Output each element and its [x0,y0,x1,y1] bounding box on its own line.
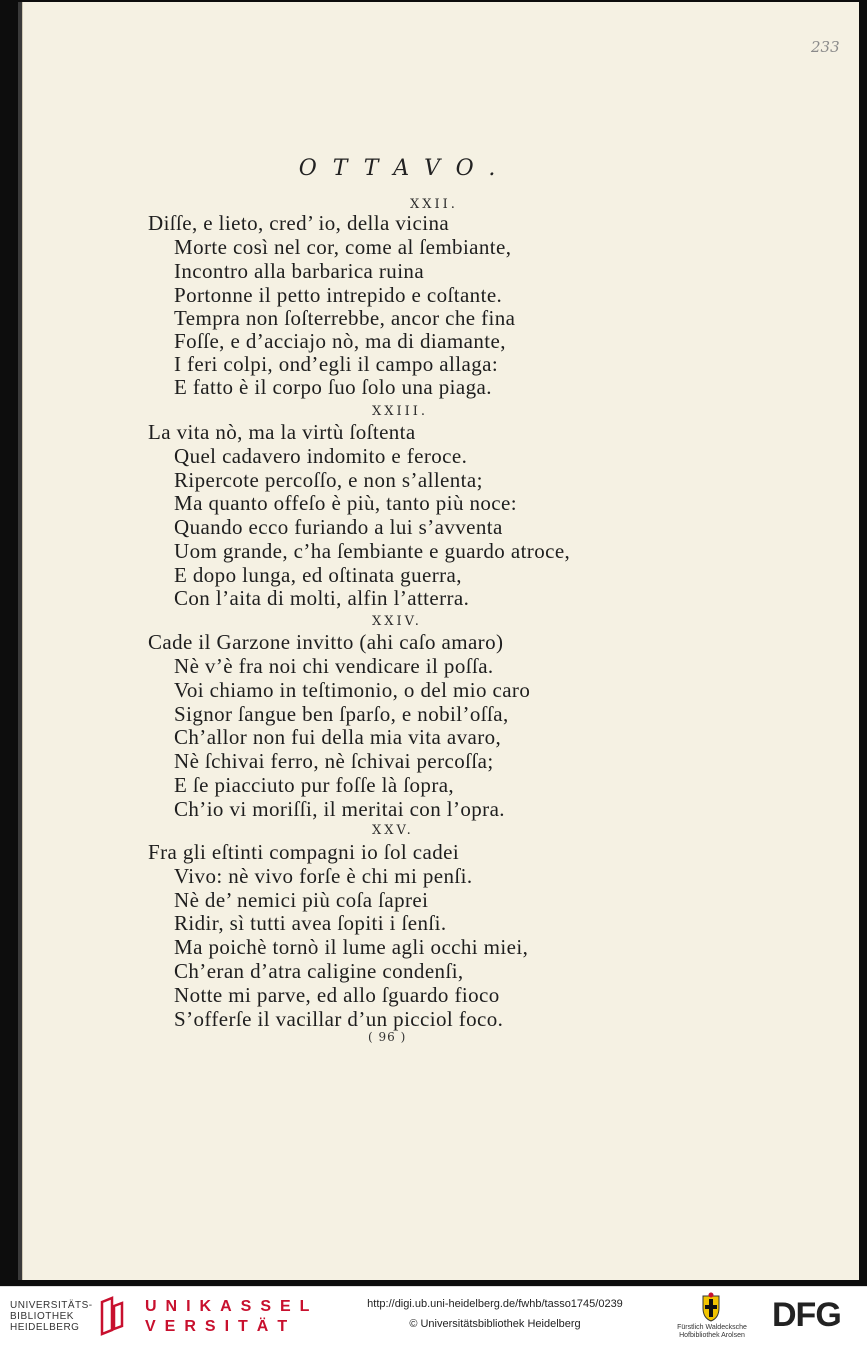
verse-line: Quel cadavero indomito e feroce. [174,444,468,468]
verse-line: Uom grande, c’ha ſembiante e guardo atroce, [174,539,571,563]
ub-logo-line: UNIVERSITÄTS- [10,1300,93,1311]
verse-line: Portonne il petto intrepido e coſtante. [174,283,503,307]
ub-emblem-icon [98,1296,126,1336]
verse-line: Fra gli eſtinti compagni io ſol cadei [148,840,460,864]
verse-line: Morte così nel cor, come al ſembiante, [174,235,512,259]
waldeck-library-label [664,1324,760,1340]
verse-line: Foſſe, e d’acciajo nò, ma di diamante, [174,329,506,353]
verse-line: Nè v’è fra noi chi vendicare il poſſa. [174,654,494,678]
verse-line: Cade il Garzone invitto (ahi caſo amaro) [148,630,504,654]
copyright-text: © Universitätsbibliothek Heidelberg [409,1318,581,1330]
verse-line: Tempra non ſoſterrebbe, ancor che fina [174,306,516,330]
ub-heidelberg-logo[interactable] [10,1300,93,1333]
verse-line: E ſe piacciuto pur foſſe là ſopra, [174,773,455,797]
verse-line: Voi chiamo in teſtimonio, o del mio caro [174,678,531,702]
verse-line: Con l’aita di molti, alfin l’atterra. [174,586,470,610]
verse-line: Nè de’ nemici più coſa ſaprei [174,888,429,912]
stanza-number: XXV. [372,823,414,838]
verse-line: Quando ecco furiando a lui s’avventa [174,515,503,539]
verse-line: Ma poichè tornò il lume agli occhi miei, [174,935,529,959]
chapter-title: OTTAVO. [298,156,512,181]
dfg-logo[interactable]: DFG [772,1296,841,1334]
kassel-line-2: VERSITÄT [145,1318,297,1335]
ub-logo-line: HEIDELBERG [10,1322,80,1333]
verse-line: I feri colpi, ond’egli il campo allaga: [174,352,499,376]
ub-logo-line: BIBLIOTHEK [10,1311,74,1322]
folio-number: 233 [811,38,840,56]
verse-line: Signor ſangue ben ſparſo, e nobil’oſſa, [174,702,509,726]
verse-line: Ma quanto offeſo è più, tanto più noce: [174,491,517,515]
furst-line-1: Fürstlich Waldecksche [677,1324,747,1331]
verse-line: Ch’io vi moriſſi, il meritai con l’opra. [174,797,505,821]
verse-line: S’offerſe il vacillar d’un picciol foco. [174,1007,504,1031]
verse-line: Ripercote percoſſo, e non s’allenta; [174,468,483,492]
furst-line-2: Hofbibliothek Arolsen [679,1332,745,1339]
stanza-number: XXII. [410,197,458,212]
uni-kassel-logo[interactable] [145,1297,318,1337]
verse-line: Incontro alla barbarica ruina [174,259,425,283]
verse-line: E dopo lunga, ed oſtinata guerra, [174,563,462,587]
verse-line: Ridir, sì tutti avea ſopiti i ſenſi. [174,911,447,935]
verse-line: Ch’allor non fui della mia vita avaro, [174,725,502,749]
verse-line: Ch’eran d’atra caligine condenſi, [174,959,464,983]
verse-line: Vivo: nè vivo forſe è chi mi penſi. [174,864,473,888]
kassel-line-1: UNIKASSEL [145,1298,319,1315]
verse-line: Diſſe, e lieto, cred’ io, della vicina [148,211,450,235]
verse-line: E fatto è il corpo ſuo ſolo una piaga. [174,375,492,399]
waldeck-crest-icon [700,1292,722,1322]
stanza-number: XXIII. [372,404,429,419]
page-number: ( 96 ) [368,1030,407,1044]
verse-line: Notte mi parve, ed allo ſguardo fioco [174,983,500,1007]
source-url-link[interactable]: http://digi.ub.uni-heidelberg.de/fwhb/tasso1745/0239 [367,1298,623,1310]
verse-line: Nè ſchivai ferro, nè ſchivai percoſſa; [174,749,494,773]
stanza-number: XXIV. [372,614,422,629]
verse-line: La vita nò, ma la virtù ſoſtenta [148,420,416,444]
